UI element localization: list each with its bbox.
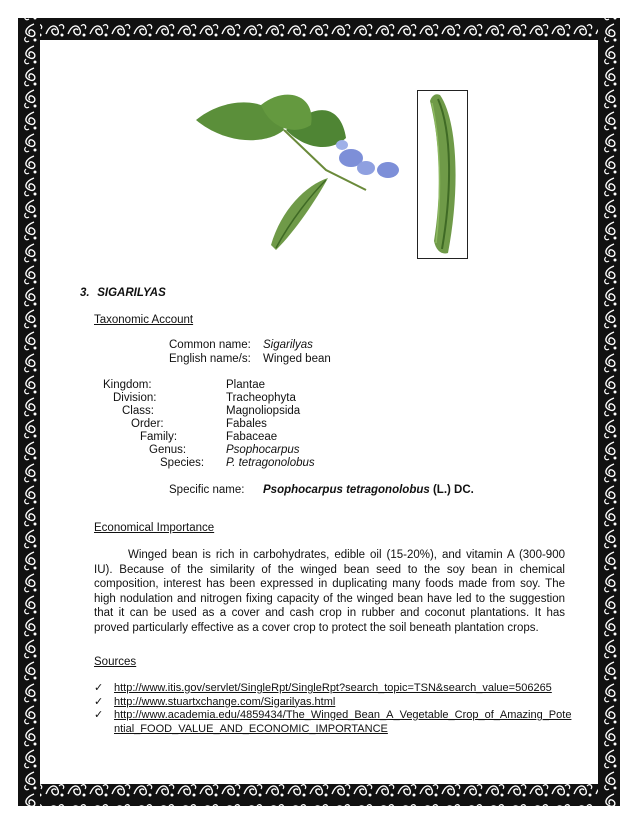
paragraph-text: Winged bean is rich in carbohydrates, edible oil (15-20%), and vitamin A (300-900 IU). Because of the similarity of the winged bean seed to the soy bean in chemical composition, interest has been expressed in duplicating many foods made from soy. The high nodulation and nitrogen fixing capacity of the winged bean have led to the suggestion that it can be used as a cover and cash crop in rubber and coconut plantations. It has proved particularly effective as a cover crop to protect the soil beneath plantation crops. bbox=[94, 549, 565, 634]
rank-value: Magnoliopsida bbox=[226, 405, 301, 417]
rank-label: Class: bbox=[122, 405, 154, 417]
pod-photo bbox=[418, 91, 467, 258]
checkmark-icon: ✓ bbox=[94, 695, 104, 708]
taxonomic-account-heading: Taxonomic Account bbox=[94, 314, 194, 326]
rank-label: Genus: bbox=[149, 444, 187, 456]
rank-value: Plantae bbox=[226, 379, 266, 391]
specific-name-label: Specific name: bbox=[169, 484, 245, 496]
rank-label: Order: bbox=[131, 418, 164, 430]
common-name-value: Sigarilyas bbox=[263, 339, 313, 351]
rank-value: Fabaceae bbox=[226, 431, 278, 443]
economical-importance-heading: Economical Importance bbox=[94, 522, 215, 534]
source-item bbox=[94, 709, 574, 736]
rank-label: Species: bbox=[160, 457, 205, 469]
section-title: SIGARILYAS bbox=[97, 287, 166, 299]
rank-value: Fabales bbox=[226, 418, 267, 430]
specific-name-author: (L.) DC. bbox=[429, 484, 474, 496]
sources-heading: Sources bbox=[94, 656, 137, 668]
rank-label: Kingdom: bbox=[103, 379, 152, 391]
english-name-label: English name/s: bbox=[169, 353, 251, 365]
source-link[interactable]: http://www.stuartxchange.com/Sigarilyas.html bbox=[114, 695, 336, 708]
section-number: 3. bbox=[80, 287, 90, 299]
source-link[interactable]: http://www.academia.edu/4859434/The_Winged_Bean_A_Vegetable_Crop_of_Amazing_Potential_FOOD_VALUE_AND_ECONOMIC_IMPORTANCE bbox=[114, 709, 572, 735]
flower-shape bbox=[336, 140, 399, 178]
pod-shape bbox=[271, 178, 328, 250]
specific-name-value bbox=[263, 484, 474, 496]
checkmark-icon: ✓ bbox=[94, 709, 104, 721]
pod-photo-frame bbox=[417, 90, 468, 259]
source-item bbox=[94, 696, 574, 710]
common-name-label: Common name: bbox=[169, 339, 251, 351]
rank-label: Division: bbox=[113, 392, 157, 404]
section-heading bbox=[80, 287, 166, 299]
source-item bbox=[94, 682, 574, 696]
rank-value: P. tetragonolobus bbox=[226, 457, 315, 469]
english-name-value: Winged bean bbox=[263, 353, 331, 365]
specific-name-binomial: Psophocarpus tetragonolobus bbox=[263, 484, 430, 496]
sources-list bbox=[94, 682, 574, 736]
rank-value: Psophocarpus bbox=[226, 444, 300, 456]
winged-bean-plant-illustration bbox=[166, 90, 416, 260]
checkmark-icon: ✓ bbox=[94, 682, 104, 694]
rank-label: Family: bbox=[140, 431, 178, 443]
source-link[interactable]: http://www.itis.gov/servlet/SingleRpt/SingleRpt?search_topic=TSN&search_value=506265 bbox=[114, 682, 552, 694]
rank-value: Tracheophyta bbox=[226, 392, 296, 404]
economical-importance-paragraph bbox=[94, 548, 565, 636]
